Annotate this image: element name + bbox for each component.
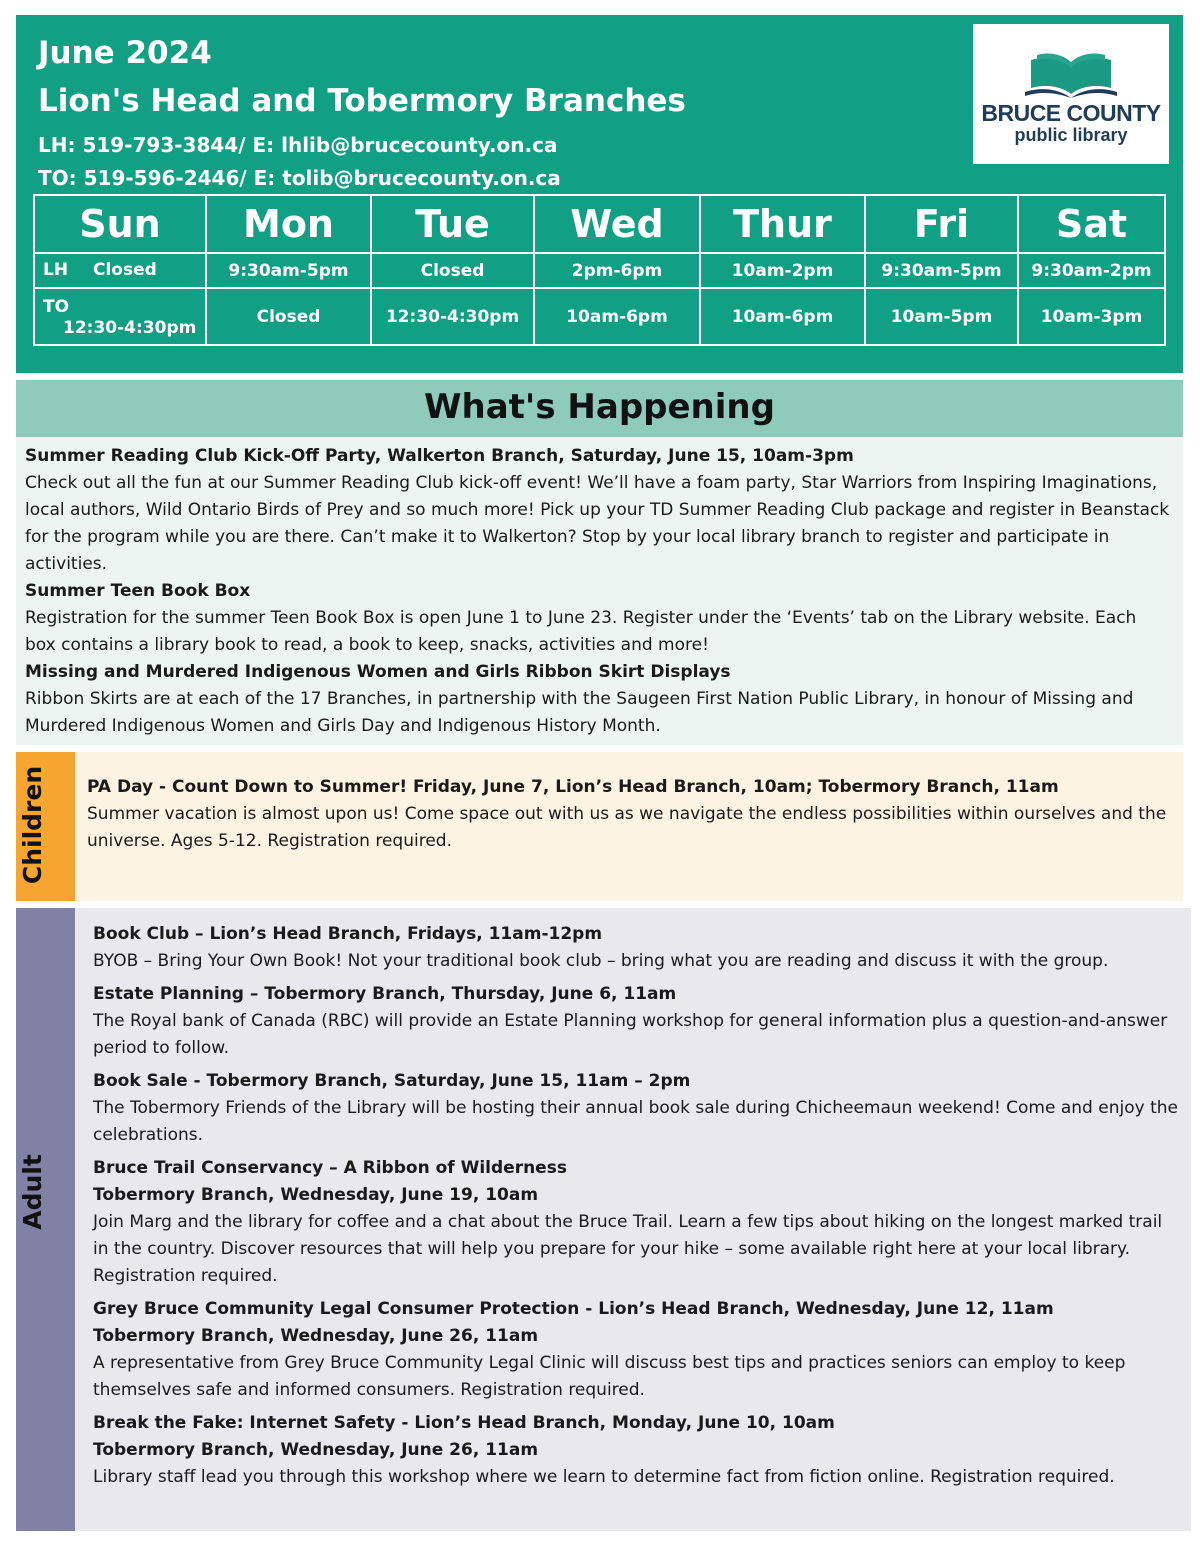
event-title: PA Day - Count Down to Summer! Friday, June 7, Lion’s Head Branch, 10am; Tobermory Branch, 11am — [87, 777, 1059, 797]
to-sat-hours: 10am-3pm — [1018, 288, 1165, 345]
event-title: Summer Reading Club Kick-Off Party, Walkerton Branch, Saturday, June 15, 10am-3pm — [25, 446, 854, 466]
to-contact: TO: 519-596-2446/ E: tolib@brucecounty.on.ca — [38, 166, 561, 190]
adult-label: Adult — [18, 1154, 47, 1230]
to-fri-hours: 10am-5pm — [865, 288, 1018, 345]
list-item — [25, 659, 1170, 740]
list-item — [93, 1068, 1183, 1149]
to-sun-hours: 12:30-4:30pm — [63, 318, 197, 338]
event-description: Registration for the summer Teen Book Box is open June 1 to June 23. Register under the ‘Events’ tab on the Library website. Each box contains a library book to read, a book to keep, snacks, activities and more! — [25, 608, 1137, 655]
event-title: Bruce Trail Conservancy – A Ribbon of Wilderness — [93, 1158, 567, 1178]
to-wed-hours: 10am-6pm — [534, 288, 700, 345]
lh-thu-hours: 10am-2pm — [700, 253, 865, 288]
lh-sat-hours: 9:30am-2pm — [1018, 253, 1165, 288]
event-title: Summer Teen Book Box — [25, 581, 251, 601]
whats-happening-section — [16, 437, 1183, 745]
list-item — [93, 921, 1183, 975]
lh-fri-hours: 9:30am-5pm — [865, 253, 1018, 288]
event-description: A representative from Grey Bruce Community Legal Clinic will discuss best tips and practices seniors can employ to keep themselves safe and informed consumers. Registration required. — [93, 1353, 1126, 1400]
lh-sun-cell — [34, 253, 206, 288]
event-description: Ribbon Skirts are at each of the 17 Branches, in partnership with the Saugeen First Nation Public Library, in honour of Missing and Murdered Indigenous Women and Girls Day and Indigenous History Month. — [25, 689, 1134, 736]
lh-code: LH — [43, 260, 69, 280]
day-header-tue: Tue — [371, 195, 534, 253]
list-item — [93, 981, 1183, 1062]
section-title: What's Happening — [424, 387, 775, 427]
day-header-thu: Thur — [700, 195, 865, 253]
list-item — [93, 1410, 1183, 1491]
event-title: Book Club – Lion’s Head Branch, Fridays, 11am-12pm — [93, 924, 603, 944]
list-item — [93, 1155, 1183, 1290]
event-title: Missing and Murdered Indigenous Women and Girls Ribbon Skirt Displays — [25, 662, 731, 682]
list-item — [93, 1296, 1183, 1404]
event-description: The Royal bank of Canada (RBC) will provide an Estate Planning workshop for general information plus a question-and-answer period to follow. — [93, 1011, 1168, 1058]
adult-section — [75, 908, 1191, 1531]
logo-name: BRUCE COUNTY — [981, 100, 1161, 126]
children-label: Children — [18, 765, 47, 885]
library-logo — [973, 24, 1169, 164]
open-book-icon — [1021, 52, 1121, 98]
to-thu-hours: 10am-6pm — [700, 288, 865, 345]
list-item — [25, 578, 1170, 659]
day-header-sat: Sat — [1018, 195, 1165, 253]
event-description: Check out all the fun at our Summer Reading Club kick-off event! We’ll have a foam party, Star Warriors from Inspiring Imaginations, local authors, Wild Ontario Birds of Prey and so much more! Pick up your TD Summer Reading Club package and register in Beanstack for the program while you are there. Can’t make it to Walkerton? Stop by your local library branch to register and participate in activities. — [25, 473, 1170, 574]
list-item — [87, 774, 1167, 855]
day-header-fri: Fri — [865, 195, 1018, 253]
logo-subtitle: public library — [1014, 125, 1128, 145]
header-banner — [16, 15, 1183, 373]
branches-title: Lion's Head and Tobermory Branches — [38, 83, 686, 119]
hours-table — [33, 194, 1166, 346]
event-description: Summer vacation is almost upon us! Come space out with us as we navigate the endless possibilities within ourselves and the universe. Ages 5-12. Registration required. — [87, 804, 1167, 851]
event-description: BYOB – Bring Your Own Book! Not your traditional book club – bring what you are reading and discuss it with the group. — [93, 951, 1109, 971]
event-description: Library staff lead you through this workshop where we learn to determine fact from fiction online. Registration required. — [93, 1467, 1115, 1487]
lh-mon-hours: 9:30am-5pm — [206, 253, 371, 288]
month-title: June 2024 — [38, 35, 212, 71]
children-section — [75, 752, 1183, 901]
to-mon-hours: Closed — [206, 288, 371, 345]
to-code: TO — [43, 297, 70, 317]
day-header-wed: Wed — [534, 195, 700, 253]
event-subtitle: Tobermory Branch, Wednesday, June 19, 10am — [93, 1185, 539, 1205]
whats-happening-banner — [16, 380, 1183, 437]
event-title: Break the Fake: Internet Safety - Lion’s Head Branch, Monday, June 10, 10am — [93, 1413, 835, 1433]
lh-sun-hours: Closed — [93, 260, 157, 280]
list-item — [25, 443, 1170, 578]
event-description: Join Marg and the library for coffee and a chat about the Bruce Trail. Learn a few tips about hiking on the longest marked trail in the country. Discover resources that will help you prepare for your hike – some available right here at your local library. Registration required. — [93, 1212, 1163, 1286]
event-title: Estate Planning – Tobermory Branch, Thursday, June 6, 11am — [93, 984, 677, 1004]
event-title: Book Sale - Tobermory Branch, Saturday, June 15, 11am – 2pm — [93, 1071, 691, 1091]
event-description: The Tobermory Friends of the Library will be hosting their annual book sale during Chicheemaun weekend! Come and enjoy the celebrations. — [93, 1098, 1178, 1145]
lh-tue-hours: Closed — [371, 253, 534, 288]
event-subtitle: Tobermory Branch, Wednesday, June 26, 11am — [93, 1440, 539, 1460]
lh-wed-hours: 2pm-6pm — [534, 253, 700, 288]
event-title: Grey Bruce Community Legal Consumer Protection - Lion’s Head Branch, Wednesday, June 12, 11am — [93, 1299, 1054, 1319]
to-sun-cell — [34, 288, 206, 345]
day-header-sun: Sun — [34, 195, 206, 253]
day-header-mon: Mon — [206, 195, 371, 253]
event-subtitle: Tobermory Branch, Wednesday, June 26, 11am — [93, 1326, 539, 1346]
to-tue-hours: 12:30-4:30pm — [371, 288, 534, 345]
lh-contact: LH: 519-793-3844/ E: lhlib@brucecounty.on.ca — [38, 133, 558, 157]
